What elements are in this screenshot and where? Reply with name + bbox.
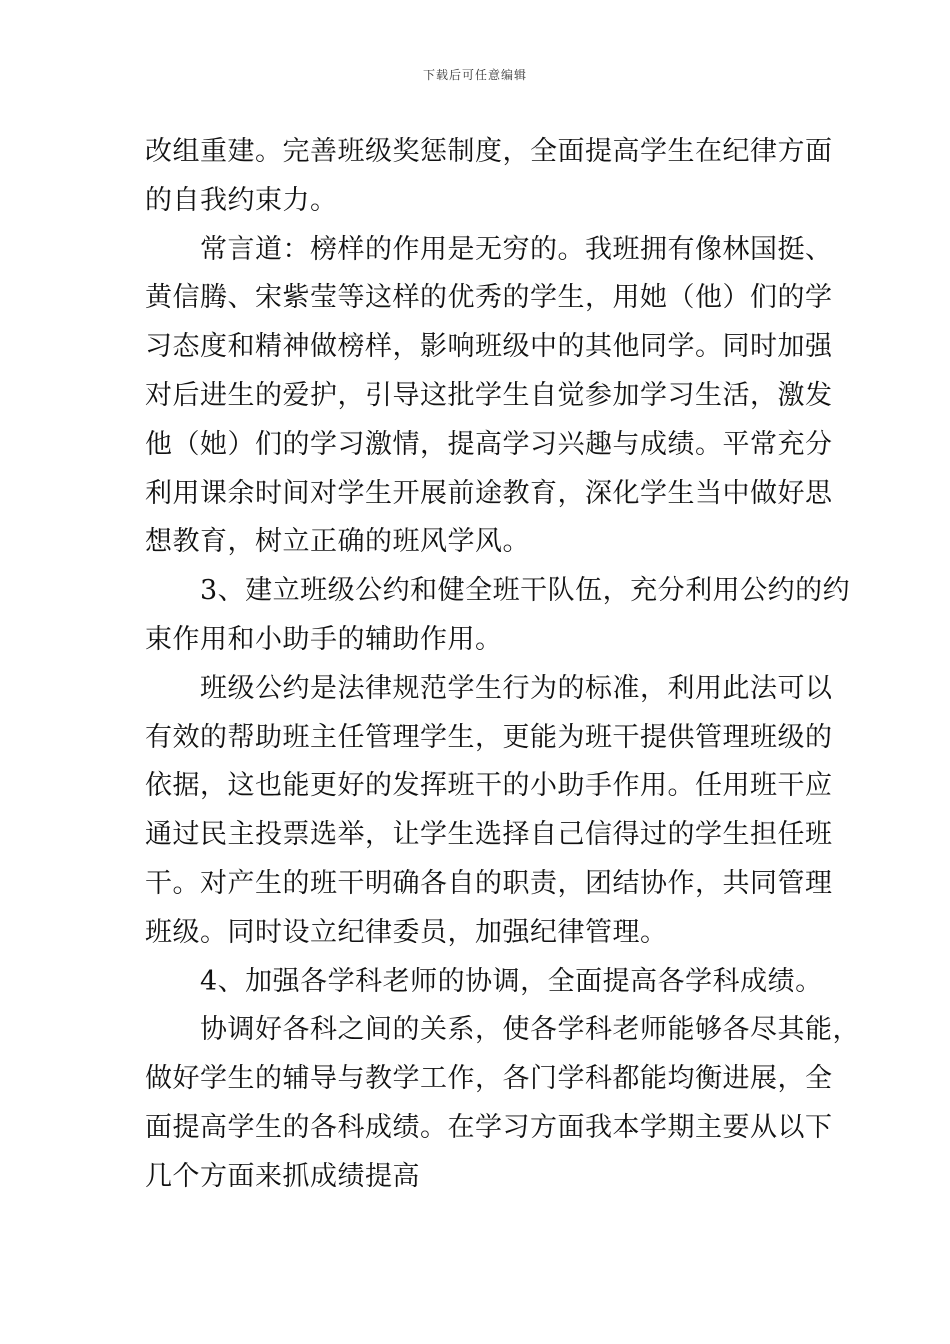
text-line: 他（她）们的学习激情，提高学习兴趣与成绩。平常充分 (145, 428, 833, 460)
text-line: 4、加强各学科老师的协调，全面提高各学科成绩。 (200, 965, 823, 997)
text-line: 面提高学生的各科成绩。在学习方面我本学期主要从以下 (145, 1111, 833, 1143)
document-body (145, 128, 860, 1202)
text-line: 对后进生的爱护，引导这批学生自觉参加学习生活，激发 (145, 379, 833, 411)
text-line: 几个方面来抓成绩提高 (145, 1160, 420, 1192)
text-line: 干。对产生的班干明确各自的职责，团结协作，共同管理 (145, 867, 833, 899)
text-line: 班级公约是法律规范学生行为的标准，利用此法可以 (200, 672, 833, 704)
page-header: 下载后可任意编辑 (422, 68, 527, 82)
text-line: 想教育，树立正确的班风学风。 (145, 526, 530, 558)
text-line: 3、建立班级公约和健全班干队伍，充分利用公约的约 (200, 575, 851, 607)
text-line: 班级。同时设立纪律委员，加强纪律管理。 (145, 916, 668, 948)
text-line: 做好学生的辅导与教学工作，各门学科都能均衡进展，全 (145, 1063, 833, 1095)
text-line: 利用课余时间对学生开展前途教育，深化学生当中做好思 (145, 477, 833, 509)
text-line: 黄信腾、宋紫莹等这样的优秀的学生，用她（他）们的学 (145, 282, 833, 314)
text-line: 依据，这也能更好的发挥班干的小助手作用。任用班干应 (145, 770, 833, 802)
text-line: 的自我约束力。 (145, 184, 338, 216)
text-line: 常言道：榜样的作用是无穷的。我班拥有像林国挺、 (200, 233, 833, 265)
text-line: 有效的帮助班主任管理学生，更能为班干提供管理班级的 (145, 721, 833, 753)
text-line: 束作用和小助手的辅助作用。 (145, 623, 503, 655)
text-line: 通过民主投票选举，让学生选择自己信得过的学生担任班 (145, 819, 833, 851)
text-line: 改组重建。完善班级奖惩制度，全面提高学生在纪律方面 (145, 136, 833, 167)
text-line: 习态度和精神做榜样，影响班级中的其他同学。同时加强 (145, 331, 833, 363)
text-line: 协调好各科之间的关系，使各学科老师能够各尽其能， (200, 1014, 860, 1046)
